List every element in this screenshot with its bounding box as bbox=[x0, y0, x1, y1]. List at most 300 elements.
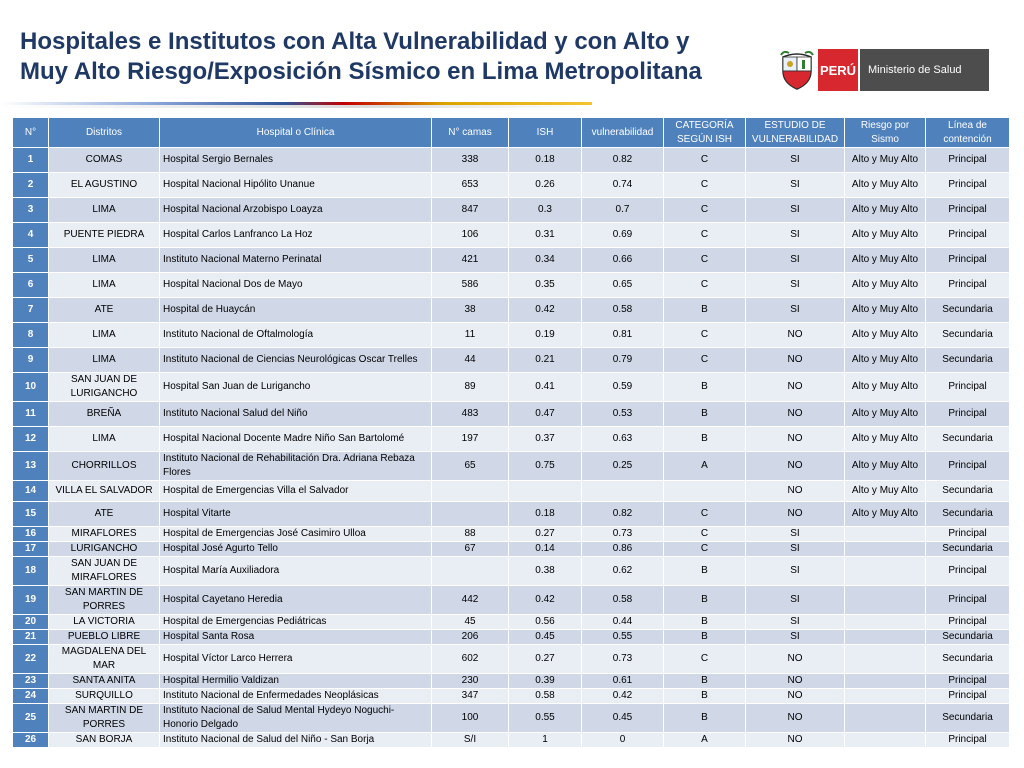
containment-line-cell: Secundaria bbox=[926, 502, 1010, 527]
row-number-cell: 10 bbox=[13, 373, 49, 402]
logo-country-label: PERÚ bbox=[818, 49, 858, 91]
beds-cell: 442 bbox=[432, 586, 509, 615]
district-cell: LIMA bbox=[49, 323, 160, 348]
seismic-risk-cell: Alto y Muy Alto bbox=[845, 273, 926, 298]
col-header-ish: ISH bbox=[509, 118, 582, 148]
ish-cell: 0.31 bbox=[509, 223, 582, 248]
hospital-name-cell: Instituto Nacional de Enfermedades Neoplásicas bbox=[160, 689, 432, 704]
seismic-risk-cell bbox=[845, 557, 926, 586]
category-cell: C bbox=[664, 527, 746, 542]
ish-cell: 0.18 bbox=[509, 502, 582, 527]
vulnerability-study-cell: NO bbox=[746, 402, 845, 427]
district-cell: LIMA bbox=[49, 248, 160, 273]
ish-cell: 0.42 bbox=[509, 298, 582, 323]
hospital-name-cell: Hospital Hermilio Valdizan bbox=[160, 674, 432, 689]
hospital-name-cell: Instituto Nacional de Oftalmología bbox=[160, 323, 432, 348]
district-cell: SAN MARTIN DE PORRES bbox=[49, 704, 160, 733]
category-cell: C bbox=[664, 223, 746, 248]
page-title bbox=[20, 27, 780, 87]
row-number-cell: 7 bbox=[13, 298, 49, 323]
district-cell: SANTA ANITA bbox=[49, 674, 160, 689]
beds-cell bbox=[432, 502, 509, 527]
containment-line-cell: Principal bbox=[926, 674, 1010, 689]
containment-line-cell: Secundaria bbox=[926, 542, 1010, 557]
vulnerability-cell: 0.59 bbox=[582, 373, 664, 402]
containment-line-cell: Secundaria bbox=[926, 645, 1010, 674]
beds-cell: 89 bbox=[432, 373, 509, 402]
district-cell: SAN JUAN DE MIRAFLORES bbox=[49, 557, 160, 586]
table-row bbox=[13, 557, 1010, 586]
vulnerability-cell: 0.45 bbox=[582, 704, 664, 733]
beds-cell: 338 bbox=[432, 148, 509, 173]
ministry-logo bbox=[780, 49, 989, 91]
seismic-risk-cell: Alto y Muy Alto bbox=[845, 198, 926, 223]
district-cell: SURQUILLO bbox=[49, 689, 160, 704]
vulnerability-study-cell: NO bbox=[746, 323, 845, 348]
vulnerability-cell: 0.73 bbox=[582, 527, 664, 542]
row-number-cell: 24 bbox=[13, 689, 49, 704]
vulnerability-study-cell: NO bbox=[746, 689, 845, 704]
hospital-name-cell: Hospital Carlos Lanfranco La Hoz bbox=[160, 223, 432, 248]
vulnerability-study-cell: NO bbox=[746, 645, 845, 674]
containment-line-cell: Secundaria bbox=[926, 481, 1010, 502]
district-cell: LA VICTORIA bbox=[49, 615, 160, 630]
category-cell: C bbox=[664, 542, 746, 557]
ish-cell: 0.75 bbox=[509, 452, 582, 481]
row-number-cell: 8 bbox=[13, 323, 49, 348]
district-cell: BREÑA bbox=[49, 402, 160, 427]
seismic-risk-cell: Alto y Muy Alto bbox=[845, 173, 926, 198]
category-cell: B bbox=[664, 674, 746, 689]
containment-line-cell: Principal bbox=[926, 148, 1010, 173]
row-number-cell: 2 bbox=[13, 173, 49, 198]
hospital-name-cell: Hospital de Emergencias Villa el Salvador bbox=[160, 481, 432, 502]
vulnerability-study-cell: NO bbox=[746, 452, 845, 481]
vulnerability-cell: 0.82 bbox=[582, 502, 664, 527]
district-cell: LIMA bbox=[49, 427, 160, 452]
beds-cell: 100 bbox=[432, 704, 509, 733]
title-underline-shadow bbox=[0, 105, 592, 108]
category-cell: B bbox=[664, 689, 746, 704]
vulnerability-study-cell: NO bbox=[746, 348, 845, 373]
district-cell: PUENTE PIEDRA bbox=[49, 223, 160, 248]
row-number-cell: 16 bbox=[13, 527, 49, 542]
containment-line-cell: Principal bbox=[926, 557, 1010, 586]
row-number-cell: 17 bbox=[13, 542, 49, 557]
col-header-study: ESTUDIO DE VULNERABILIDAD bbox=[746, 118, 845, 148]
hospital-name-cell: Hospital Nacional Docente Madre Niño San Bartolomé bbox=[160, 427, 432, 452]
col-header-category: CATEGORÍA SEGÚN ISH bbox=[664, 118, 746, 148]
table-row bbox=[13, 615, 1010, 630]
district-cell: COMAS bbox=[49, 148, 160, 173]
hospital-name-cell: Hospital de Emergencias Pediátricas bbox=[160, 615, 432, 630]
col-header-line: Línea de contención bbox=[926, 118, 1010, 148]
table-row bbox=[13, 348, 1010, 373]
vulnerability-study-cell: NO bbox=[746, 427, 845, 452]
ish-cell: 0.41 bbox=[509, 373, 582, 402]
beds-cell: 45 bbox=[432, 615, 509, 630]
containment-line-cell: Principal bbox=[926, 402, 1010, 427]
ish-cell: 0.58 bbox=[509, 689, 582, 704]
district-cell: CHORRILLOS bbox=[49, 452, 160, 481]
col-header-vulnerability: vulnerabilidad bbox=[582, 118, 664, 148]
district-cell: LIMA bbox=[49, 273, 160, 298]
containment-line-cell: Secundaria bbox=[926, 427, 1010, 452]
seismic-risk-cell bbox=[845, 630, 926, 645]
ish-cell: 0.39 bbox=[509, 674, 582, 689]
vulnerability-study-cell: NO bbox=[746, 373, 845, 402]
beds-cell: 483 bbox=[432, 402, 509, 427]
vulnerability-cell: 0.53 bbox=[582, 402, 664, 427]
vulnerability-cell: 0.73 bbox=[582, 645, 664, 674]
containment-line-cell: Secundaria bbox=[926, 630, 1010, 645]
category-cell: C bbox=[664, 502, 746, 527]
col-header-num: N° bbox=[13, 118, 49, 148]
hospital-name-cell: Hospital Nacional Hipólito Unanue bbox=[160, 173, 432, 198]
containment-line-cell: Secundaria bbox=[926, 348, 1010, 373]
table-row bbox=[13, 248, 1010, 273]
hospital-name-cell: Instituto Nacional de Salud del Niño - San Borja bbox=[160, 733, 432, 748]
table-row bbox=[13, 173, 1010, 198]
table-row bbox=[13, 527, 1010, 542]
category-cell: C bbox=[664, 198, 746, 223]
beds-cell: 38 bbox=[432, 298, 509, 323]
table-row bbox=[13, 373, 1010, 402]
table-row bbox=[13, 298, 1010, 323]
ish-cell: 0.27 bbox=[509, 527, 582, 542]
beds-cell: 586 bbox=[432, 273, 509, 298]
row-number-cell: 9 bbox=[13, 348, 49, 373]
hospital-name-cell: Hospital Nacional Dos de Mayo bbox=[160, 273, 432, 298]
vulnerability-cell: 0.42 bbox=[582, 689, 664, 704]
containment-line-cell: Principal bbox=[926, 373, 1010, 402]
hospital-name-cell: Instituto Nacional de Ciencias Neurológicas Oscar Trelles bbox=[160, 348, 432, 373]
category-cell: A bbox=[664, 733, 746, 748]
seismic-risk-cell bbox=[845, 704, 926, 733]
containment-line-cell: Principal bbox=[926, 452, 1010, 481]
vulnerability-cell: 0.86 bbox=[582, 542, 664, 557]
containment-line-cell: Secundaria bbox=[926, 323, 1010, 348]
title-line-1: Hospitales e Institutos con Alta Vulnerabilidad y con Alto y bbox=[20, 28, 690, 55]
district-cell: LIMA bbox=[49, 198, 160, 223]
containment-line-cell: Principal bbox=[926, 527, 1010, 542]
vulnerability-study-cell: SI bbox=[746, 173, 845, 198]
category-cell: B bbox=[664, 586, 746, 615]
row-number-cell: 18 bbox=[13, 557, 49, 586]
ish-cell: 0.42 bbox=[509, 586, 582, 615]
seismic-risk-cell bbox=[845, 689, 926, 704]
seismic-risk-cell: Alto y Muy Alto bbox=[845, 348, 926, 373]
category-cell: B bbox=[664, 373, 746, 402]
seismic-risk-cell bbox=[845, 542, 926, 557]
category-cell bbox=[664, 481, 746, 502]
category-cell: C bbox=[664, 645, 746, 674]
ish-cell: 1 bbox=[509, 733, 582, 748]
row-number-cell: 14 bbox=[13, 481, 49, 502]
table-row bbox=[13, 223, 1010, 248]
ish-cell: 0.56 bbox=[509, 615, 582, 630]
seismic-risk-cell: Alto y Muy Alto bbox=[845, 502, 926, 527]
col-header-risk: Riesgo por Sismo bbox=[845, 118, 926, 148]
district-cell: LURIGANCHO bbox=[49, 542, 160, 557]
vulnerability-cell: 0.79 bbox=[582, 348, 664, 373]
table-row bbox=[13, 198, 1010, 223]
category-cell: C bbox=[664, 148, 746, 173]
vulnerability-study-cell: NO bbox=[746, 704, 845, 733]
vulnerability-cell: 0.61 bbox=[582, 674, 664, 689]
seismic-risk-cell: Alto y Muy Alto bbox=[845, 223, 926, 248]
hospital-name-cell: Hospital Cayetano Heredia bbox=[160, 586, 432, 615]
beds-cell bbox=[432, 557, 509, 586]
beds-cell: 44 bbox=[432, 348, 509, 373]
hospital-name-cell: Instituto Nacional Materno Perinatal bbox=[160, 248, 432, 273]
category-cell: B bbox=[664, 402, 746, 427]
hospital-name-cell: Instituto Nacional de Salud Mental Hydeyo Noguchi-Honorio Delgado bbox=[160, 704, 432, 733]
seismic-risk-cell: Alto y Muy Alto bbox=[845, 427, 926, 452]
vulnerability-cell: 0.55 bbox=[582, 630, 664, 645]
ish-cell: 0.21 bbox=[509, 348, 582, 373]
hospital-name-cell: Hospital San Juan de Lurigancho bbox=[160, 373, 432, 402]
ish-cell: 0.45 bbox=[509, 630, 582, 645]
seismic-risk-cell: Alto y Muy Alto bbox=[845, 248, 926, 273]
vulnerability-cell: 0.7 bbox=[582, 198, 664, 223]
table-row bbox=[13, 323, 1010, 348]
hospital-name-cell: Hospital Sergio Bernales bbox=[160, 148, 432, 173]
col-header-hospital: Hospital o Clínica bbox=[160, 118, 432, 148]
row-number-cell: 3 bbox=[13, 198, 49, 223]
ish-cell: 0.27 bbox=[509, 645, 582, 674]
containment-line-cell: Secundaria bbox=[926, 298, 1010, 323]
table-row bbox=[13, 273, 1010, 298]
seismic-risk-cell: Alto y Muy Alto bbox=[845, 298, 926, 323]
vulnerability-cell: 0.58 bbox=[582, 586, 664, 615]
seismic-risk-cell bbox=[845, 733, 926, 748]
vulnerability-study-cell: SI bbox=[746, 248, 845, 273]
vulnerability-cell: 0.58 bbox=[582, 298, 664, 323]
seismic-risk-cell bbox=[845, 527, 926, 542]
vulnerability-study-cell: NO bbox=[746, 481, 845, 502]
hospital-name-cell: Hospital Santa Rosa bbox=[160, 630, 432, 645]
category-cell: B bbox=[664, 704, 746, 733]
row-number-cell: 6 bbox=[13, 273, 49, 298]
ish-cell: 0.35 bbox=[509, 273, 582, 298]
beds-cell bbox=[432, 481, 509, 502]
vulnerability-study-cell: SI bbox=[746, 557, 845, 586]
category-cell: C bbox=[664, 248, 746, 273]
beds-cell: 88 bbox=[432, 527, 509, 542]
row-number-cell: 20 bbox=[13, 615, 49, 630]
row-number-cell: 26 bbox=[13, 733, 49, 748]
category-cell: C bbox=[664, 273, 746, 298]
seismic-risk-cell: Alto y Muy Alto bbox=[845, 148, 926, 173]
vulnerability-cell: 0.81 bbox=[582, 323, 664, 348]
district-cell: MAGDALENA DEL MAR bbox=[49, 645, 160, 674]
containment-line-cell: Principal bbox=[926, 273, 1010, 298]
row-number-cell: 21 bbox=[13, 630, 49, 645]
beds-cell: 421 bbox=[432, 248, 509, 273]
hospital-name-cell: Hospital Víctor Larco Herrera bbox=[160, 645, 432, 674]
ish-cell bbox=[509, 481, 582, 502]
category-cell: C bbox=[664, 348, 746, 373]
col-header-beds: N° camas bbox=[432, 118, 509, 148]
district-cell: MIRAFLORES bbox=[49, 527, 160, 542]
containment-line-cell: Principal bbox=[926, 198, 1010, 223]
containment-line-cell: Principal bbox=[926, 615, 1010, 630]
table-row bbox=[13, 452, 1010, 481]
vulnerability-study-cell: SI bbox=[746, 198, 845, 223]
table-row bbox=[13, 733, 1010, 748]
row-number-cell: 22 bbox=[13, 645, 49, 674]
row-number-cell: 12 bbox=[13, 427, 49, 452]
ish-cell: 0.18 bbox=[509, 148, 582, 173]
containment-line-cell: Secundaria bbox=[926, 704, 1010, 733]
row-number-cell: 5 bbox=[13, 248, 49, 273]
beds-cell: 197 bbox=[432, 427, 509, 452]
beds-cell: 230 bbox=[432, 674, 509, 689]
vulnerability-cell: 0.82 bbox=[582, 148, 664, 173]
col-header-district: Distritos bbox=[49, 118, 160, 148]
vulnerability-study-cell: SI bbox=[746, 630, 845, 645]
table-row bbox=[13, 427, 1010, 452]
category-cell: B bbox=[664, 298, 746, 323]
seismic-risk-cell bbox=[845, 586, 926, 615]
category-cell: B bbox=[664, 615, 746, 630]
vulnerability-cell: 0.63 bbox=[582, 427, 664, 452]
seismic-risk-cell: Alto y Muy Alto bbox=[845, 323, 926, 348]
vulnerability-study-cell: NO bbox=[746, 502, 845, 527]
category-cell: C bbox=[664, 173, 746, 198]
table-row bbox=[13, 481, 1010, 502]
table-row bbox=[13, 674, 1010, 689]
seismic-risk-cell: Alto y Muy Alto bbox=[845, 452, 926, 481]
row-number-cell: 4 bbox=[13, 223, 49, 248]
hospital-name-cell: Hospital Nacional Arzobispo Loayza bbox=[160, 198, 432, 223]
beds-cell: 65 bbox=[432, 452, 509, 481]
containment-line-cell: Principal bbox=[926, 173, 1010, 198]
beds-cell: S/I bbox=[432, 733, 509, 748]
ish-cell: 0.38 bbox=[509, 557, 582, 586]
hospital-name-cell: Hospital de Emergencias José Casimiro Ulloa bbox=[160, 527, 432, 542]
ish-cell: 0.14 bbox=[509, 542, 582, 557]
containment-line-cell: Principal bbox=[926, 223, 1010, 248]
beds-cell: 206 bbox=[432, 630, 509, 645]
vulnerability-study-cell: SI bbox=[746, 542, 845, 557]
hospital-name-cell: Instituto Nacional Salud del Niño bbox=[160, 402, 432, 427]
vulnerability-study-cell: SI bbox=[746, 148, 845, 173]
row-number-cell: 13 bbox=[13, 452, 49, 481]
beds-cell: 106 bbox=[432, 223, 509, 248]
vulnerability-study-cell: SI bbox=[746, 273, 845, 298]
vulnerability-study-cell: SI bbox=[746, 527, 845, 542]
table-row bbox=[13, 542, 1010, 557]
ish-cell: 0.34 bbox=[509, 248, 582, 273]
vulnerability-study-cell: SI bbox=[746, 586, 845, 615]
district-cell: ATE bbox=[49, 502, 160, 527]
row-number-cell: 19 bbox=[13, 586, 49, 615]
district-cell: PUEBLO LIBRE bbox=[49, 630, 160, 645]
hospital-name-cell: Hospital José Agurto Tello bbox=[160, 542, 432, 557]
ish-cell: 0.19 bbox=[509, 323, 582, 348]
row-number-cell: 15 bbox=[13, 502, 49, 527]
hospitals-table bbox=[12, 117, 1010, 748]
row-number-cell: 25 bbox=[13, 704, 49, 733]
vulnerability-study-cell: SI bbox=[746, 298, 845, 323]
seismic-risk-cell bbox=[845, 645, 926, 674]
vulnerability-cell: 0.62 bbox=[582, 557, 664, 586]
category-cell: B bbox=[664, 557, 746, 586]
containment-line-cell: Principal bbox=[926, 586, 1010, 615]
vulnerability-cell: 0.65 bbox=[582, 273, 664, 298]
hospital-name-cell: Hospital María Auxiliadora bbox=[160, 557, 432, 586]
category-cell: B bbox=[664, 427, 746, 452]
district-cell: VILLA EL SALVADOR bbox=[49, 481, 160, 502]
district-cell: SAN MARTIN DE PORRES bbox=[49, 586, 160, 615]
district-cell: LIMA bbox=[49, 348, 160, 373]
seismic-risk-cell: Alto y Muy Alto bbox=[845, 373, 926, 402]
seismic-risk-cell: Alto y Muy Alto bbox=[845, 402, 926, 427]
containment-line-cell: Principal bbox=[926, 248, 1010, 273]
row-number-cell: 23 bbox=[13, 674, 49, 689]
vulnerability-study-cell: SI bbox=[746, 223, 845, 248]
vulnerability-cell: 0.74 bbox=[582, 173, 664, 198]
ish-cell: 0.55 bbox=[509, 704, 582, 733]
table-row bbox=[13, 502, 1010, 527]
vulnerability-cell: 0.69 bbox=[582, 223, 664, 248]
seismic-risk-cell bbox=[845, 674, 926, 689]
ish-cell: 0.3 bbox=[509, 198, 582, 223]
vulnerability-cell: 0.25 bbox=[582, 452, 664, 481]
containment-line-cell: Principal bbox=[926, 733, 1010, 748]
row-number-cell: 11 bbox=[13, 402, 49, 427]
beds-cell: 653 bbox=[432, 173, 509, 198]
table-body bbox=[13, 148, 1010, 748]
hospital-name-cell: Hospital de Huaycán bbox=[160, 298, 432, 323]
table-row bbox=[13, 148, 1010, 173]
beds-cell: 847 bbox=[432, 198, 509, 223]
category-cell: A bbox=[664, 452, 746, 481]
beds-cell: 67 bbox=[432, 542, 509, 557]
table-row bbox=[13, 704, 1010, 733]
district-cell: ATE bbox=[49, 298, 160, 323]
vulnerability-cell: 0.66 bbox=[582, 248, 664, 273]
table-row bbox=[13, 689, 1010, 704]
vulnerability-study-cell: SI bbox=[746, 615, 845, 630]
ish-cell: 0.37 bbox=[509, 427, 582, 452]
category-cell: C bbox=[664, 323, 746, 348]
table-header-row bbox=[13, 118, 1010, 148]
vulnerability-study-cell: NO bbox=[746, 733, 845, 748]
beds-cell: 347 bbox=[432, 689, 509, 704]
ish-cell: 0.47 bbox=[509, 402, 582, 427]
title-line-2: Muy Alto Riesgo/Exposición Sísmico en Lima Metropolitana bbox=[20, 58, 702, 85]
containment-line-cell: Principal bbox=[926, 689, 1010, 704]
row-number-cell: 1 bbox=[13, 148, 49, 173]
ish-cell: 0.26 bbox=[509, 173, 582, 198]
hospital-name-cell: Hospital Vitarte bbox=[160, 502, 432, 527]
district-cell: EL AGUSTINO bbox=[49, 173, 160, 198]
logo-ministry-label: Ministerio de Salud bbox=[858, 49, 989, 91]
category-cell: B bbox=[664, 630, 746, 645]
vulnerability-cell: 0.44 bbox=[582, 615, 664, 630]
vulnerability-cell: 0 bbox=[582, 733, 664, 748]
table-row bbox=[13, 402, 1010, 427]
vulnerability-study-cell: NO bbox=[746, 674, 845, 689]
table-row bbox=[13, 630, 1010, 645]
table-row bbox=[13, 645, 1010, 674]
district-cell: SAN BORJA bbox=[49, 733, 160, 748]
hospital-name-cell: Instituto Nacional de Rehabilitación Dra. Adriana Rebaza Flores bbox=[160, 452, 432, 481]
table-row bbox=[13, 586, 1010, 615]
